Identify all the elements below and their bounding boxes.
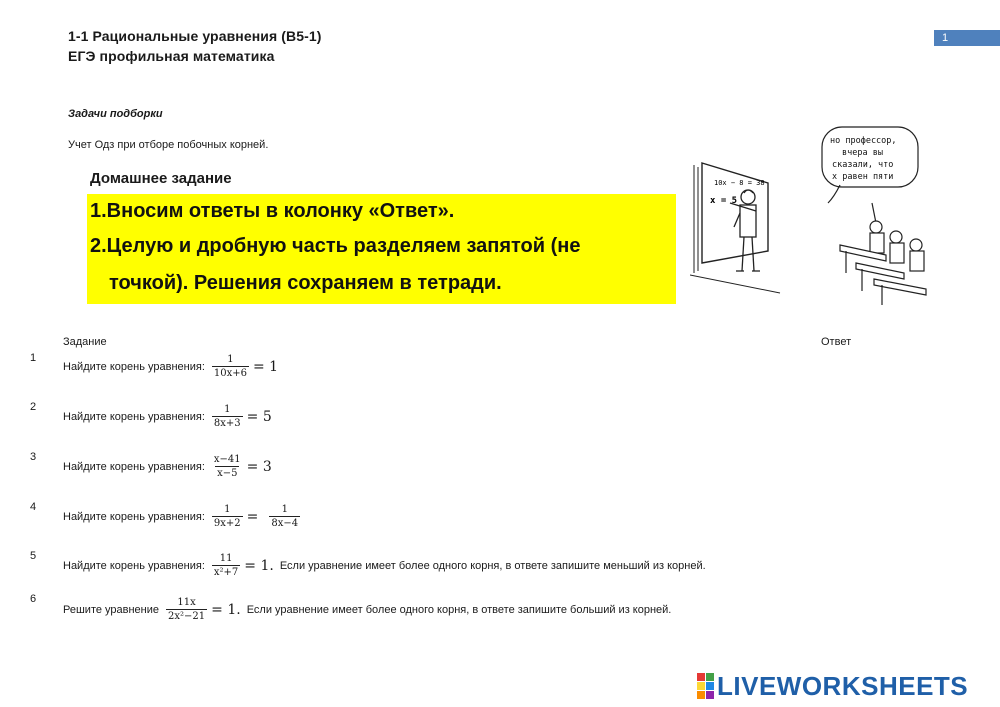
task-prompt: Найдите корень уравнения: [63, 410, 205, 423]
homework-instruction-2-continued: точкой). Решения сохраняем в тетради. [109, 272, 502, 294]
fraction-denominator: 10x+6 [213, 368, 247, 379]
equation-rhs: = 3 [246, 458, 272, 475]
task-number: 2 [30, 401, 37, 413]
fraction-denominator: 2x²−21 [168, 611, 206, 622]
fraction-denominator: 9x+2 [213, 518, 241, 529]
task-prompt: Найдите корень уравнения: [63, 360, 205, 373]
section-label: Задачи подборки [68, 108, 163, 120]
task-row [63, 454, 276, 479]
equation-fraction [212, 354, 249, 379]
homework-instruction-1: 1.Вносим ответы в колонку «Ответ». [90, 200, 455, 222]
task-number: 6 [30, 593, 37, 605]
speech-line-1: но профессор, [830, 136, 897, 146]
students-figure [840, 203, 926, 305]
task-row [63, 404, 276, 429]
classroom-cartoon-image [690, 123, 942, 307]
page-number-badge: 1 [934, 30, 1000, 46]
task-row [63, 553, 706, 578]
fraction-numerator: 11x [177, 597, 196, 608]
equation-rhs: = 5 [246, 408, 272, 425]
fraction-denominator: x−5 [217, 468, 238, 479]
logo-icon-tile [706, 691, 714, 699]
fraction-numerator: 1 [224, 404, 231, 415]
fraction-numerator: 1 [224, 504, 231, 515]
column-header-task: Задание [63, 336, 107, 348]
liveworksheets-logo [697, 670, 969, 701]
task-row [63, 504, 304, 529]
logo-icon-tile [706, 673, 714, 681]
task-number: 1 [30, 352, 37, 364]
logo-icon-tile [706, 682, 714, 690]
logo-icon-tile [697, 673, 705, 681]
blackboard [702, 163, 768, 263]
task-prompt: Решите уравнение [63, 603, 160, 616]
equation-rhs: = 1. [244, 557, 274, 574]
task-prompt: Найдите корень уравнения: [63, 510, 205, 523]
equation-fraction [212, 504, 243, 529]
equation-rhs: = [246, 508, 259, 525]
logo-icon-tile [697, 691, 705, 699]
task-condition: Если уравнение имеет более одного корня, в ответе запишите меньший из корней. [279, 559, 706, 572]
task-row [63, 597, 671, 622]
speech-line-3: сказали, что [832, 160, 894, 170]
homework-heading: Домашнее задание [90, 170, 232, 187]
document-subject: ЕГЭ профильная математика [68, 48, 275, 64]
task-number: 4 [30, 501, 37, 513]
column-header-answer: Ответ [821, 336, 852, 348]
equation-fraction [212, 404, 243, 429]
equation-rhs: = 1 [253, 358, 279, 375]
equation-rhs: = 1. [211, 601, 241, 618]
homework-instructions-box [87, 194, 676, 304]
task-prompt: Найдите корень уравнения: [63, 460, 205, 473]
equation-fraction [212, 553, 240, 578]
board-equation: 10x − 8 = 38 [714, 179, 765, 187]
liveworksheets-logo-text: LIVEWORKSHEETS [717, 670, 969, 701]
fraction-numerator: 1 [281, 504, 288, 515]
homework-instruction-2: 2.Целую и дробную часть разделяем запятой (не [90, 235, 581, 257]
task-prompt: Найдите корень уравнения: [63, 559, 205, 572]
fraction-numerator: 11 [219, 553, 233, 564]
fraction-denominator: 8x−4 [271, 518, 299, 529]
task-condition: Если уравнение имеет более одного корня, в ответе запишите больший из корней. [246, 603, 672, 616]
fraction-numerator: 1 [227, 354, 234, 365]
task-number: 5 [30, 550, 37, 562]
fraction-denominator: 8x+3 [213, 418, 241, 429]
liveworksheets-logo-icon [697, 673, 714, 699]
fraction-denominator: x²+7 [213, 567, 239, 578]
equation-fraction [269, 504, 300, 529]
equation-fraction [166, 597, 207, 622]
section-subtitle: Учет Одз при отборе побочных корней. [68, 139, 269, 151]
equation-fraction [212, 454, 243, 479]
board-answer: x = 5 [710, 196, 738, 206]
fraction-numerator: x−41 [213, 454, 241, 465]
speech-line-2: вчера вы [842, 148, 883, 158]
speech-line-4: x равен пяти [832, 172, 894, 182]
document-title: 1-1 Рациональные уравнения (В5-1) [68, 28, 322, 44]
logo-icon-tile [697, 682, 705, 690]
task-number: 3 [30, 451, 37, 463]
task-row [63, 354, 282, 379]
